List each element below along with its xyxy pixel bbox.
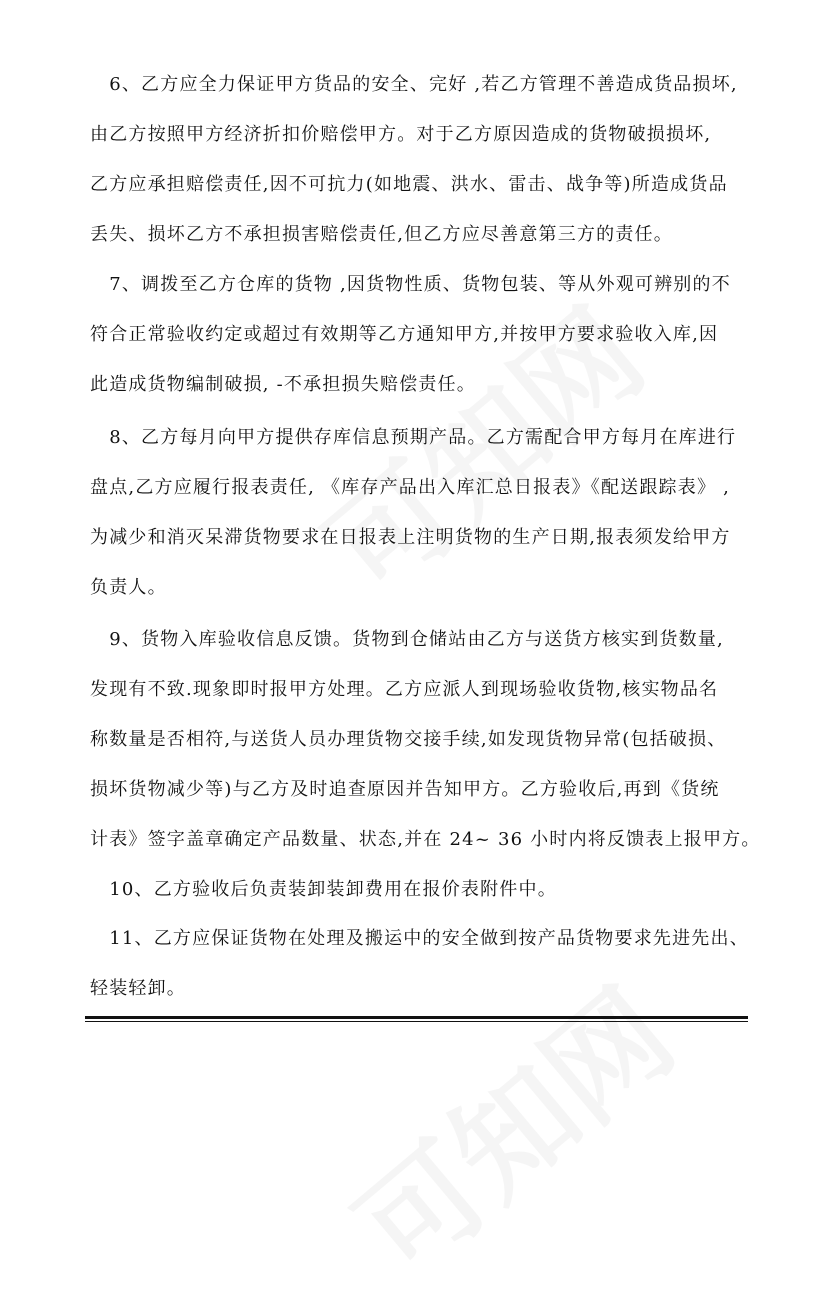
text-line: 计表》签字盖章确定产品数量、状态,并在 24~ 36 小时内将反馈表上报甲方。 [90,829,761,850]
text-line: 由乙方按照甲方经济折扣价赔偿甲方。对于乙方原因造成的货物破损损坏, [90,124,712,145]
text-line: 7、调拨至乙方仓库的货物 ,因货物性质、货物包装、等从外观可辨别的不 [90,274,731,295]
text-line: 6、乙方应全力保证甲方货品的安全、完好 ,若乙方管理不善造成货品损坏, [90,74,738,95]
text-line: 乙方应承担赔偿责任,因不可抗力(如地震、洪水、雷击、战争等)所造成货品 [90,174,728,195]
footer-divider-thin [85,1021,748,1022]
text-line: 负责人。 [90,577,167,598]
text-line: 9、货物入库验收信息反馈。货物到仓储站由乙方与送货方核实到货数量, [90,629,724,650]
text-line: 称数量是否相符,与送货人员办理货物交接手续,如发现货物异常(包括破损、 [90,729,727,750]
text-line: 10、乙方验收后负责装卸装卸费用在报价表附件中。 [90,879,557,900]
watermark [317,944,703,1307]
text-line: 此造成货物编制破损, -不承担损失赔偿责任。 [90,374,476,395]
text-line: 8、乙方每月向甲方提供存库信息预期产品。乙方需配合甲方每月在库进行 [90,427,737,448]
text-line: 盘点,乙方应履行报表责任, 《库存产品出入库汇总日报表》《配送跟踪表》 , [90,477,731,498]
footer-divider [85,1016,748,1019]
text-line: 损坏货物减少等)与乙方及时追查原因并告知甲方。乙方验收后,再到《货统 [90,779,720,800]
text-line: 符合正常验收约定或超过有效期等乙方通知甲方,并按甲方要求验收入库,因 [90,324,719,345]
text-line: 发现有不致.现象即时报甲方处理。乙方应派人到现场验收货物,核实物品名 [90,679,719,700]
text-line: 丢失、损坏乙方不承担损害赔偿责任,但乙方应尽善意第三方的责任。 [90,224,673,245]
text-line: 轻装轻卸。 [90,978,186,999]
text-line: 为减少和消灭呆滞货物要求在日报表上注明货物的生产日期,报表须发给甲方 [90,527,731,548]
text-line: 11、乙方应保证货物在处理及搬运中的安全做到按产品货物要求先进先出、 [90,928,749,949]
